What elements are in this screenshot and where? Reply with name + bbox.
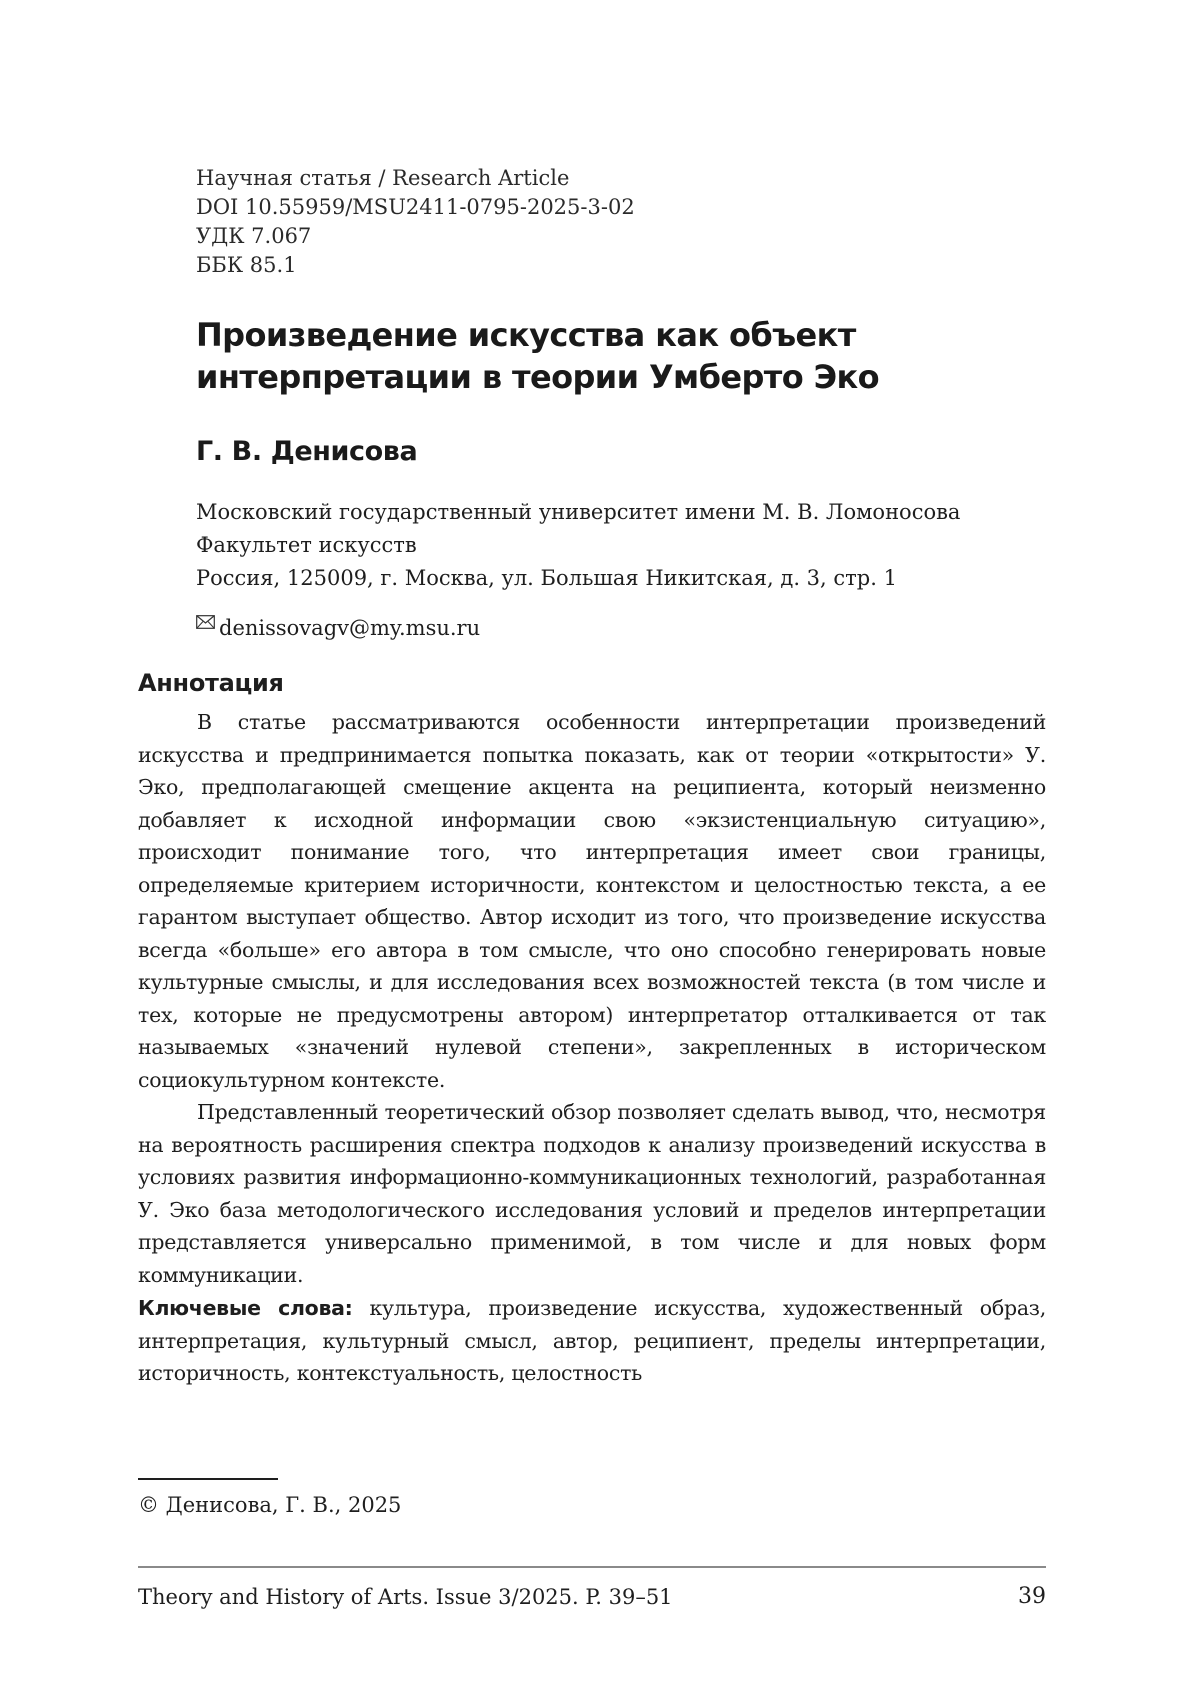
bbk-code: ББК 85.1 xyxy=(196,253,297,277)
author-name: Г. В. Денисова xyxy=(196,436,418,467)
email-address[interactable]: denissovagv@my.msu.ru xyxy=(219,616,481,640)
author-email xyxy=(196,613,480,643)
author-affiliation xyxy=(196,496,960,595)
doi: DOI 10.55959/MSU2411-0795-2025-3-02 xyxy=(196,195,635,219)
abstract-body xyxy=(138,706,1046,1291)
page-number: 39 xyxy=(1018,1584,1046,1609)
title-line-1: Произведение искусства как объект xyxy=(196,316,856,354)
footer-divider xyxy=(138,1566,1046,1568)
udk-code: УДК 7.067 xyxy=(196,224,312,248)
affiliation-university: Московский государственный университет имени М. В. Ломоносова xyxy=(196,500,961,524)
abstract-paragraph-1: В статье рассматриваются особенности интерпретации произведений искусства и предпринимается попытка показать, как от теории «открытости» У. Эко, предполагающей смещение акцента на реципиента, который неизменно добавляет к исходной информации свою «экзистенциальную ситуацию», происходит понимание того, что интерпретация имеет свои границы, определяемые критерием историчности, контекстом и целостностью текста, а ее гарантом выступает общество. Автор исходит из того, что произведение искусства всегда «больше» его автора в том смысле, что оно способно генерировать новые культурные смыслы, и для исследования всех возможностей текста (в том числе и тех, которые не предусмотрены автором) интерпретатор отталкивается от так называемых «значений нулевой степени», закрепленных в историческом социокультурном контексте. xyxy=(138,710,1046,1092)
journal-citation: Theory and History of Arts. Issue 3/2025. P. 39–51 xyxy=(138,1585,673,1609)
article-title xyxy=(196,314,1016,398)
copyright-notice: © Денисова, Г. В., 2025 xyxy=(138,1493,402,1517)
envelope-icon xyxy=(196,615,215,629)
article-metadata xyxy=(196,164,635,280)
keywords-label: Ключевые слова: xyxy=(138,1296,353,1320)
keywords xyxy=(138,1292,1046,1390)
abstract-heading: Аннотация xyxy=(138,669,284,697)
affiliation-faculty: Факультет искусств xyxy=(196,533,417,557)
title-line-2: интерпретации в теории Умберто Эко xyxy=(196,358,880,396)
abstract-paragraph-2: Представленный теоретический обзор позволяет сделать вывод, что, несмотря на вероятность расширения спектра подходов к анализу произведений искусства в условиях развития информационно-коммуникационных технологий, разработанная У. Эко база методологического исследования условий и пределов интерпретации представляется универсально применимой, в том числе и для новых форм коммуникации. xyxy=(138,1100,1046,1287)
affiliation-address: Россия, 125009, г. Москва, ул. Большая Никитская, д. 3, стр. 1 xyxy=(196,566,897,590)
keywords-list: культура, произведение искусства, художественный образ, интерпретация, культурный смысл, автор, реципиент, пределы интерпретации, историчность, контекстуальность, целостность xyxy=(138,1296,1046,1385)
footnote-divider xyxy=(138,1478,278,1480)
article-type: Научная статья / Research Article xyxy=(196,166,570,190)
